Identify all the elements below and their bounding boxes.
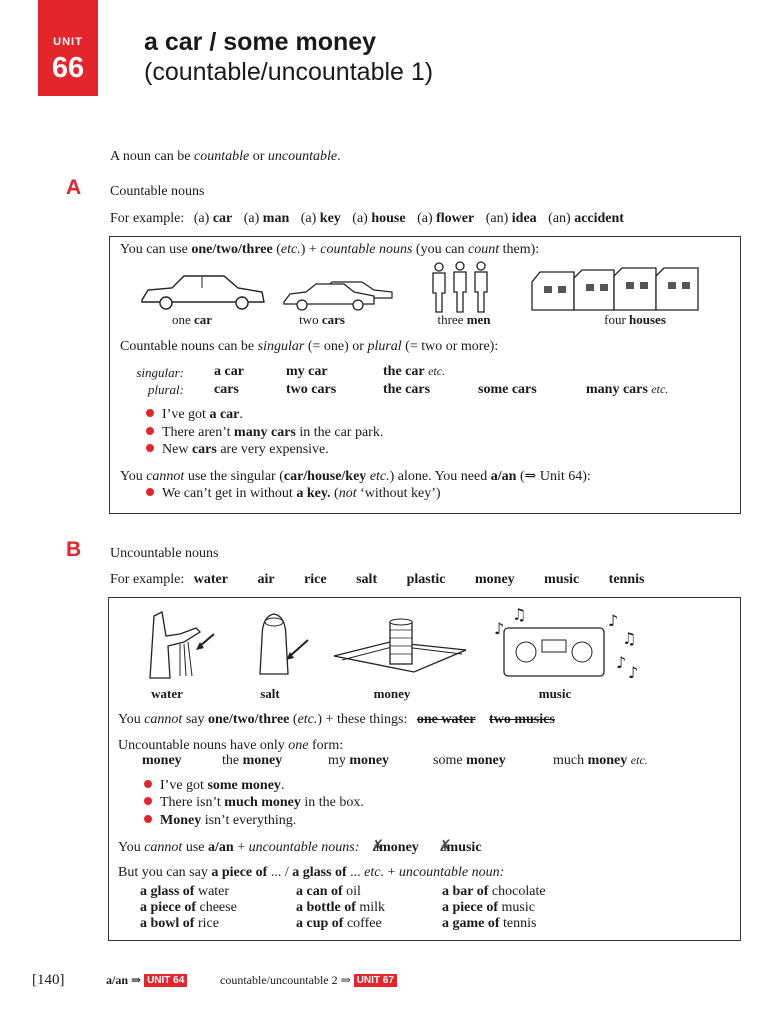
section-b-examples: For example: water air rice salt plastic money music tennis <box>110 572 645 587</box>
page-subtitle: (countable/uncountable 1) <box>144 58 434 86</box>
form-5: much money etc. <box>553 753 648 768</box>
singular-form-3: the car etc. <box>383 364 446 379</box>
svg-text:♪: ♪ <box>494 619 505 638</box>
section-a-examples: For example: (a) car (a) man (a) key (a) house (a) flower (an) idea (an) accident <box>110 211 624 226</box>
svg-text:♪: ♪ <box>628 663 639 682</box>
section-a-box-line2: Countable nouns can be singular (= one) or plural (= two or more): <box>120 339 499 354</box>
plural-form-2: two cars <box>286 382 337 397</box>
unit-64-badge[interactable]: UNIT 64 <box>144 974 187 987</box>
bullet-dot <box>144 815 152 823</box>
section-b-box-line3: You cannot use a/an + uncountable nouns: a ✗money a ✗music <box>118 840 482 856</box>
section-a-box-line1: You can use one/two/three (etc.) + countable nouns (you can count them): <box>120 242 540 257</box>
section-a-bullet-3: New cars are very expensive. <box>146 442 329 458</box>
label-money: money <box>373 686 411 701</box>
cross-ref-countable[interactable]: countable/uncountable 2 ⇒ UNIT 67 <box>220 973 397 988</box>
plural-label: plural: <box>147 382 184 397</box>
three-men-illustration <box>428 260 494 314</box>
form-4: some money <box>433 753 506 768</box>
wrong-example-2: two musics <box>489 712 555 727</box>
bullet-dot <box>146 409 154 417</box>
wrong-example-1: one water <box>416 712 476 727</box>
svg-text:♫: ♫ <box>622 629 637 648</box>
section-b-bullet-3: Money isn’t everything. <box>144 813 296 829</box>
bullet-dot <box>144 797 152 805</box>
phrase-3-3: a game of tennis <box>442 916 537 931</box>
section-a-bullet-1: I’ve got a car. <box>146 407 243 423</box>
section-a-bullet-4: We can’t get in without a key. (not ‘without key’) <box>146 486 441 502</box>
singular-form-1: a car <box>214 364 244 379</box>
label-water: water <box>151 686 183 701</box>
music-illustration <box>490 604 646 682</box>
phrase-1-3: a bar of chocolate <box>442 884 546 899</box>
two-cars-illustration <box>282 272 394 312</box>
svg-text:♪: ♪ <box>616 653 627 672</box>
form-3: my money <box>328 753 390 768</box>
page-title: a car / some money <box>144 28 377 56</box>
section-b-heading: Uncountable nouns <box>110 546 219 561</box>
section-b-box-line1: You cannot say one/two/three (etc.) + these things: one water two musics <box>118 712 555 727</box>
section-b-box-line2: Uncountable nouns have only one form: <box>118 738 344 753</box>
label-one-car: one car <box>171 312 213 327</box>
cross-ref-a-an[interactable]: a/an ⇒ UNIT 64 <box>106 973 187 988</box>
form-2: the money <box>222 753 283 768</box>
section-a-box-line3: You cannot use the singular (car/house/key etc.) alone. You need a/an (⇒ Unit 64): <box>120 469 591 484</box>
intro-text: A noun can be countable or uncountable. <box>110 149 341 164</box>
section-b-letter: B <box>66 538 82 561</box>
svg-text:♪: ♪ <box>608 611 619 630</box>
label-music: music <box>538 686 572 701</box>
water-illustration <box>140 606 216 682</box>
section-b-box-line4: But you can say a piece of ... / a glass of ... etc. + uncountable noun: <box>118 865 505 880</box>
section-a-heading: Countable nouns <box>110 184 205 199</box>
label-salt: salt <box>260 686 280 701</box>
section-b-bullet-2: There isn’t much money in the box. <box>144 795 364 811</box>
phrase-2-2: a bottle of milk <box>296 900 386 915</box>
section-a-bullet-2: There aren’t many cars in the car park. <box>146 425 383 441</box>
unit-label: UNIT <box>53 36 83 48</box>
plural-form-3: the cars <box>383 382 431 397</box>
car-illustration <box>138 270 268 312</box>
plural-form-1: cars <box>214 382 239 397</box>
label-two-cars: two cars <box>299 312 345 327</box>
crossed-article-1: a ✗ <box>373 840 379 856</box>
plural-form-5: many cars etc. <box>586 382 669 397</box>
bullet-dot <box>146 488 154 496</box>
phrase-2-1: a piece of cheese <box>140 900 237 915</box>
phrase-3-1: a bowl of rice <box>140 916 219 931</box>
crossed-article-2: a ✗ <box>440 840 446 856</box>
salt-illustration <box>252 608 312 680</box>
unit-67-badge[interactable]: UNIT 67 <box>354 974 397 987</box>
phrase-1-2: a can of oil <box>296 884 361 899</box>
form-1: money <box>142 753 182 768</box>
unit-number: 66 <box>51 52 85 84</box>
plural-form-4: some cars <box>478 382 537 397</box>
bullet-dot <box>146 427 154 435</box>
label-four-houses: four houses <box>604 312 666 327</box>
singular-label: singular: <box>136 365 184 380</box>
unit-badge <box>38 0 98 96</box>
bullet-dot <box>144 780 152 788</box>
singular-form-2: my car <box>286 364 328 379</box>
section-a-letter: A <box>66 176 82 199</box>
money-illustration <box>330 616 470 678</box>
label-three-men: three men <box>437 312 491 327</box>
phrase-1-1: a glass of water <box>140 884 230 899</box>
section-b-bullet-1: I’ve got some money. <box>144 778 284 794</box>
page-number: [140] <box>32 972 65 988</box>
four-houses-illustration <box>530 264 700 312</box>
phrase-2-3: a piece of music <box>442 900 535 915</box>
svg-text:♫: ♫ <box>512 605 527 624</box>
phrase-3-2: a cup of coffee <box>296 916 382 931</box>
bullet-dot <box>146 444 154 452</box>
